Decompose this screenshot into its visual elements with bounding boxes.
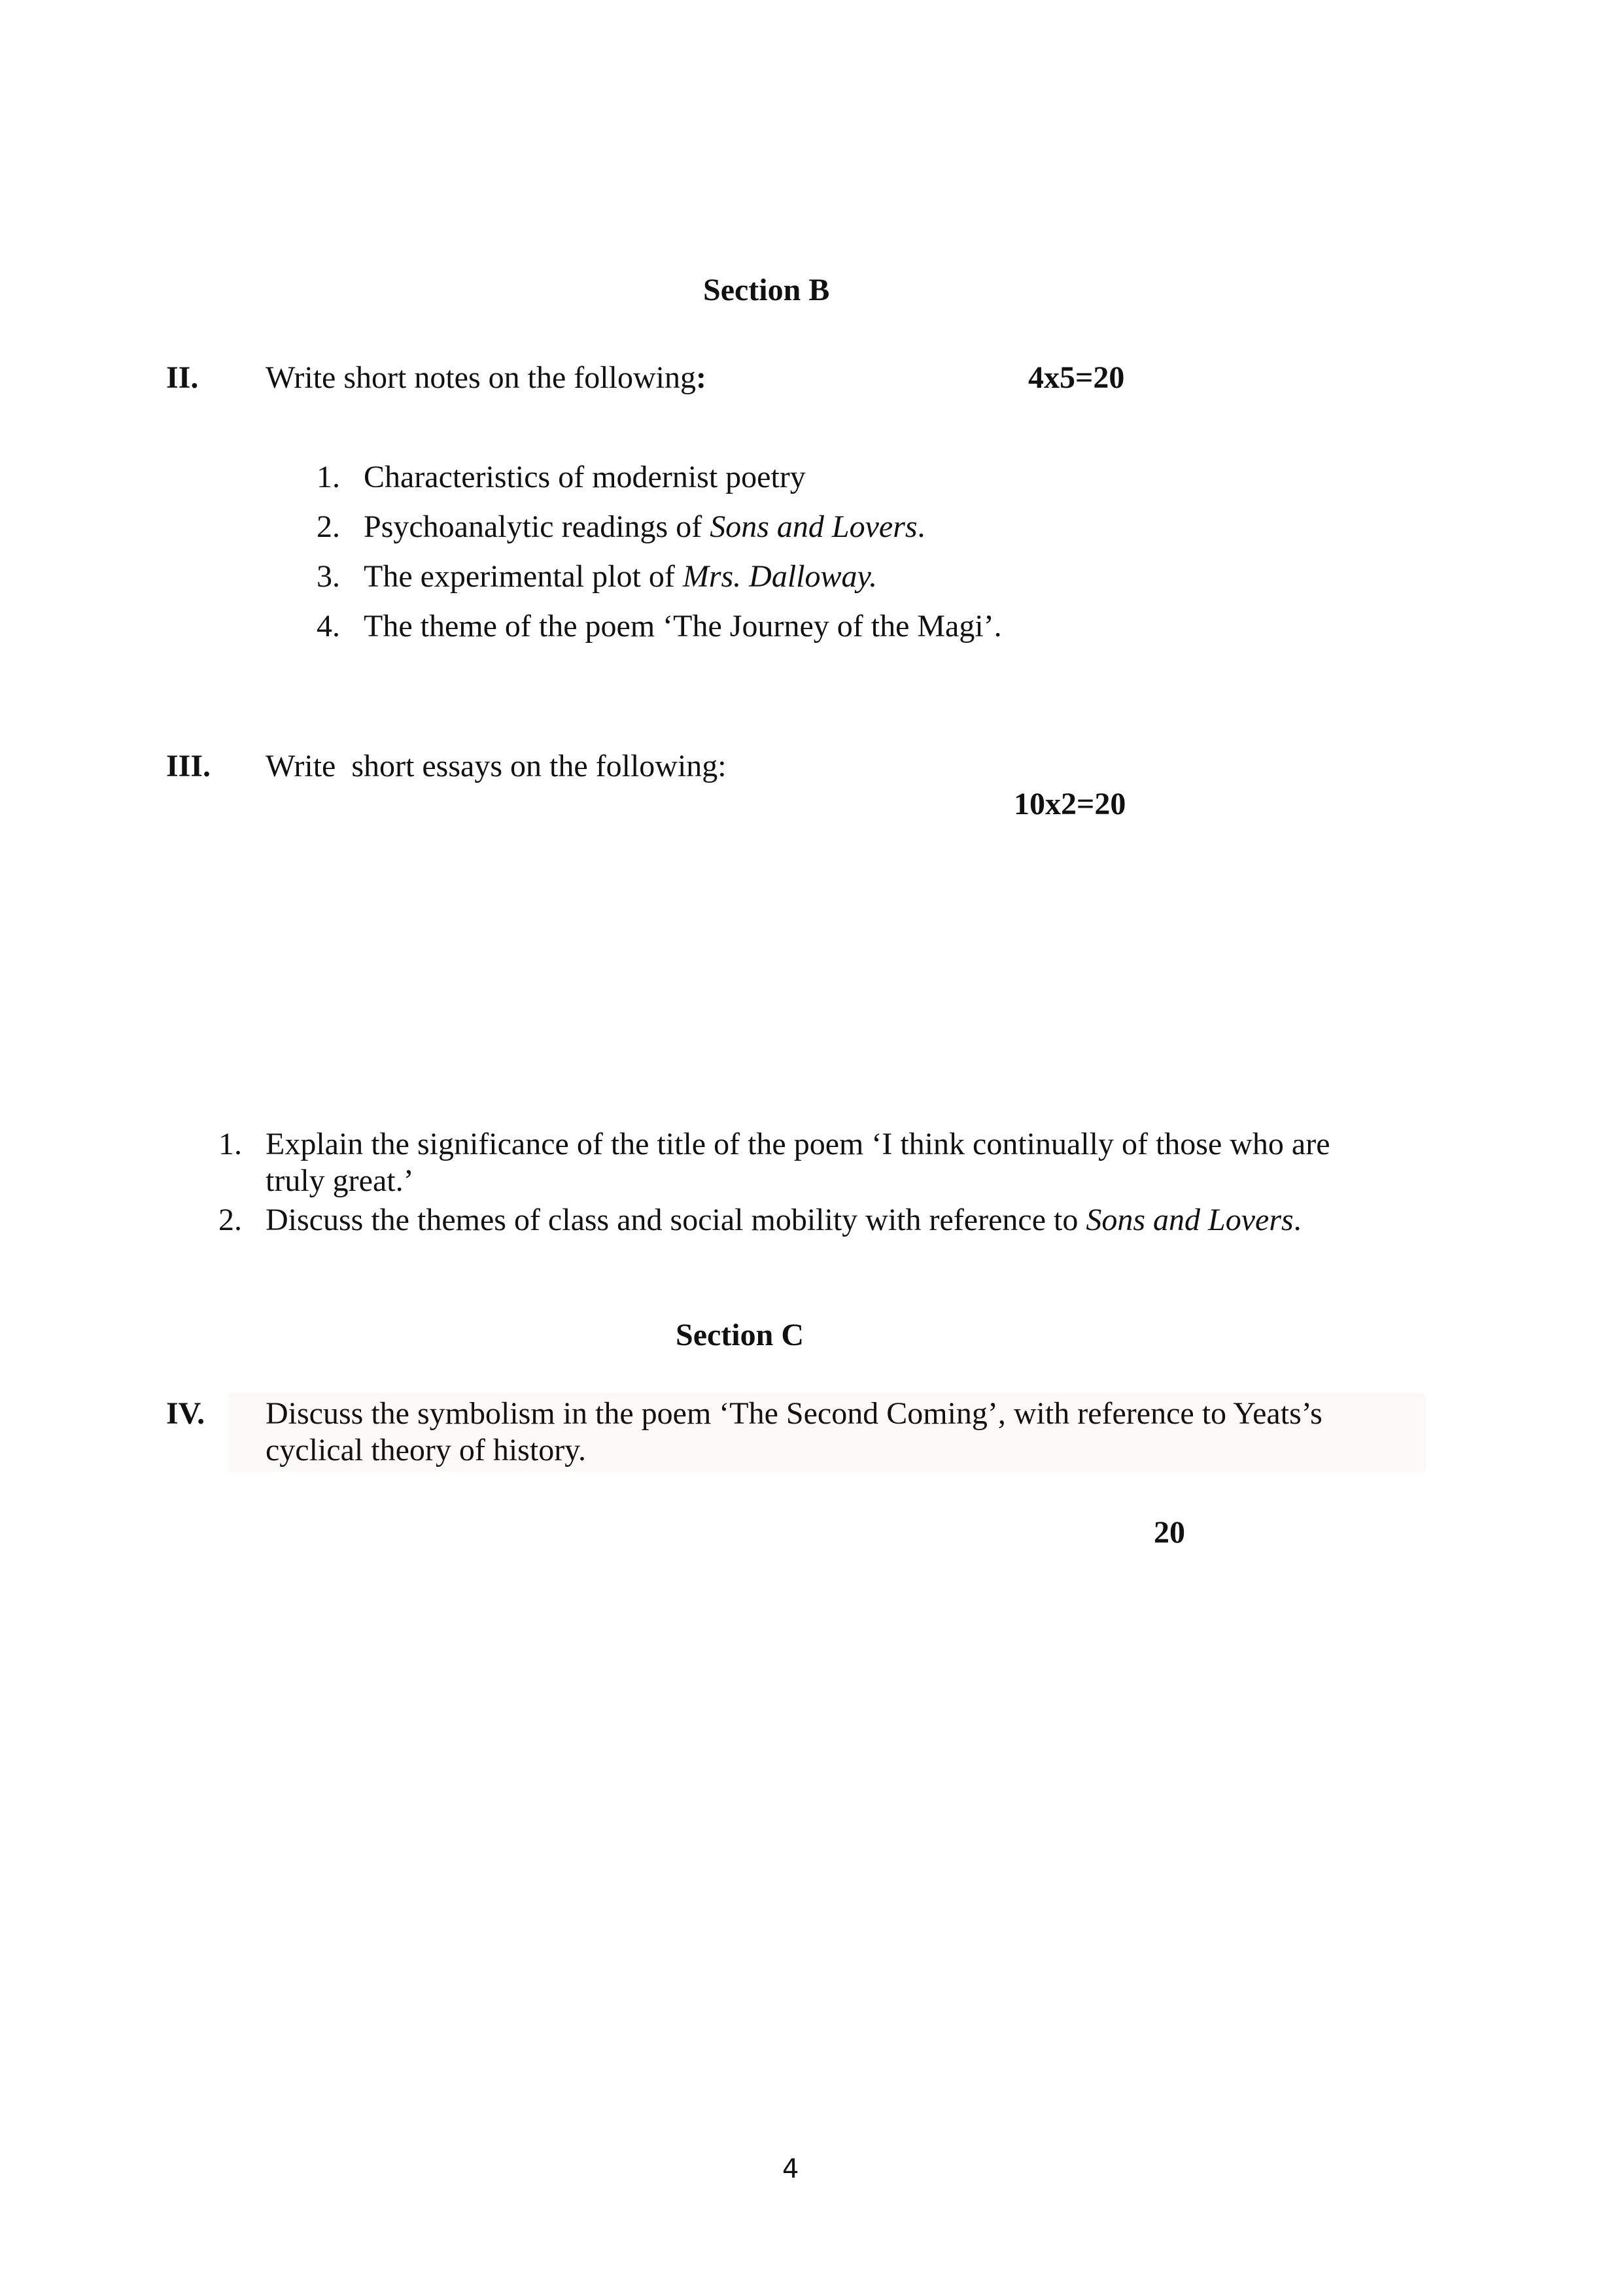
section-c-heading: Section C [676,1318,804,1352]
question-numeral-iv: IV. [166,1396,205,1431]
list-item: Characteristics of modernist poetry [364,460,806,494]
list-item-number: 2. [218,1203,242,1237]
list-item [364,558,877,595]
section-b-heading: Section B [703,273,830,307]
question-ii-prompt-text: Write short notes on the following [266,360,696,395]
question-iii-prompt: Write short essays on the following: [266,749,727,783]
question-iv-text-line2: cyclical theory of history. [266,1433,587,1467]
list-item: The theme of the poem ‘The Journey of the Magi’. [364,609,1002,643]
list-item-text: The experimental plot of [364,559,683,594]
list-item: Explain the significance of the title of the poem ‘I think continually of those who are [266,1127,1330,1161]
list-item [266,1202,1302,1239]
list-item-number: 4. [317,609,340,643]
list-item [364,509,925,545]
list-item-text: Psychoanalytic readings of [364,509,710,544]
question-iii-marks: 10x2=20 [1014,787,1126,821]
question-iv-marks: 20 [1154,1515,1185,1550]
list-item-number: 1. [317,460,340,494]
list-item-number: 3. [317,559,340,594]
list-item-text: Discuss the themes of class and social mobility with reference to [266,1203,1086,1237]
list-item-number: 1. [218,1127,242,1161]
book-title-mrs-dalloway: Mrs. Dalloway. [682,559,878,594]
list-item-punctuation: . [917,509,925,544]
question-ii-prompt [266,360,706,396]
question-ii-marks: 4x5=20 [1028,360,1125,395]
list-item-number: 2. [317,509,340,544]
book-title-sons-and-lovers: Sons and Lovers [710,509,918,544]
question-numeral-iii: III. [166,749,211,783]
list-item-continuation: truly great.’ [266,1163,414,1198]
question-iv-text-line1: Discuss the symbolism in the poem ‘The Second Coming’, with reference to Yeats’s [266,1396,1322,1431]
page-number: 4 [782,2154,799,2184]
book-title-sons-and-lovers: Sons and Lovers [1086,1203,1294,1237]
question-ii-prompt-colon: : [695,360,706,395]
list-item-punctuation: . [1293,1203,1302,1237]
question-numeral-ii: II. [166,360,199,395]
